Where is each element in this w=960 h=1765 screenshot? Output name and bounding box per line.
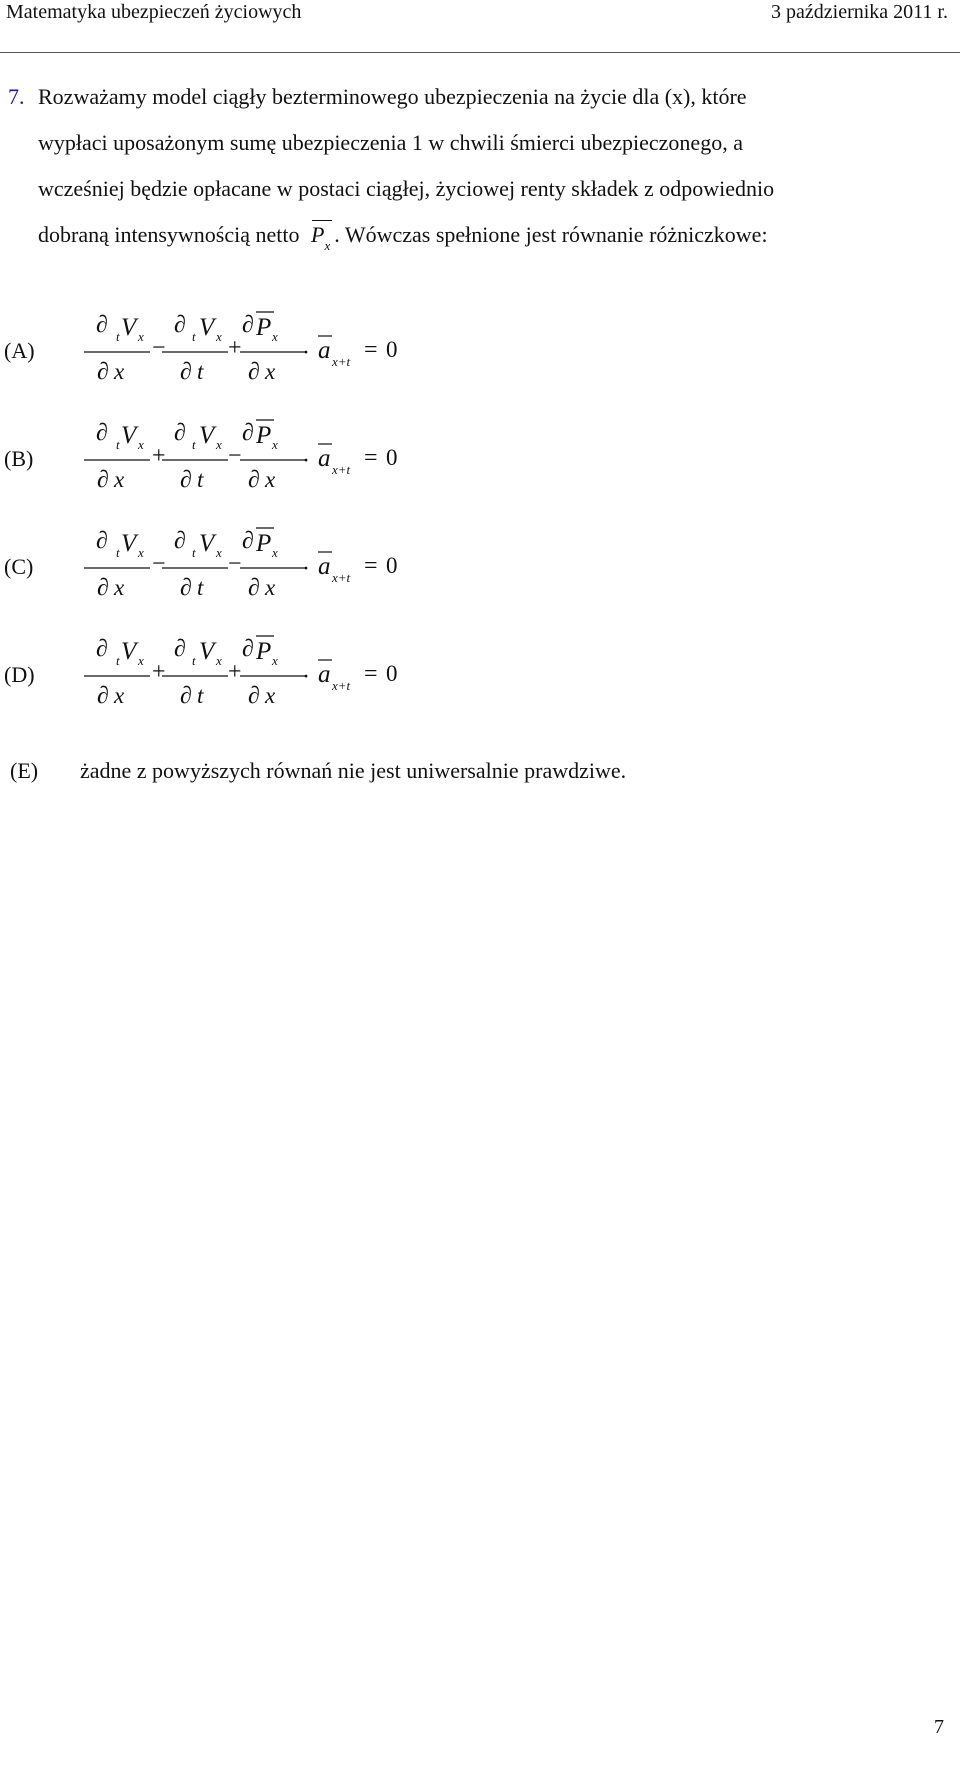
- partial-symbol: ∂: [96, 528, 108, 554]
- subscript-t: t: [116, 329, 120, 344]
- partial-symbol: ∂: [96, 636, 108, 662]
- subscript-x: x: [138, 545, 144, 560]
- option-label: (D): [4, 662, 35, 687]
- operator-2: +: [228, 335, 242, 361]
- partial-symbol: ∂: [97, 575, 109, 601]
- equals-sign: =: [364, 337, 378, 363]
- option-e-text: żadne z powyższych równań nie jest uniwersalnie prawdziwe.: [80, 758, 627, 783]
- value-symbol-V: V: [199, 422, 215, 449]
- subscript-x: x: [216, 329, 222, 344]
- zero: 0: [386, 445, 398, 470]
- question-line-4: [38, 212, 918, 261]
- subscript-t: t: [116, 437, 120, 452]
- variable-x: x: [114, 359, 125, 384]
- partial-symbol: ∂: [96, 312, 108, 338]
- partial-symbol: ∂: [97, 467, 109, 493]
- subscript-t: t: [192, 329, 196, 344]
- premium-symbol-P: P: [256, 638, 272, 665]
- partial-symbol: ∂: [174, 312, 186, 338]
- value-symbol-V: V: [121, 314, 137, 341]
- partial-symbol: ∂: [180, 683, 192, 709]
- variable-x: x: [114, 575, 125, 600]
- header-title: Matematyka ubezpieczeń życiowych: [6, 1, 302, 23]
- multiplication-dot: ·: [302, 664, 310, 690]
- header-date: 3 października 2011 r.: [771, 1, 948, 23]
- option-equation: [70, 408, 430, 504]
- premium-rate-symbol: $P_x$: [311, 222, 331, 253]
- zero: 0: [386, 553, 398, 578]
- subscript-t: t: [116, 545, 120, 560]
- partial-symbol: ∂: [97, 683, 109, 709]
- subscript-x-plus-t: x+t: [332, 678, 351, 693]
- subscript-x: x: [138, 437, 144, 452]
- operator-2: +: [228, 659, 242, 685]
- partial-symbol: ∂: [96, 420, 108, 446]
- partial-symbol: ∂: [174, 528, 186, 554]
- header-divider: [0, 52, 960, 53]
- question-line-2: wypłaci uposażonym sumę ubezpieczenia 1 w chwili śmierci ubezpieczonego, a: [38, 130, 743, 155]
- question-line-1: Rozważamy model ciągły bezterminowego ubezpieczenia na życie dla (x), które: [38, 84, 747, 109]
- partial-symbol: ∂: [242, 312, 254, 338]
- option-label: (B): [4, 446, 34, 471]
- variable-x: x: [265, 683, 276, 708]
- equals-sign: =: [364, 661, 378, 687]
- value-symbol-V: V: [121, 530, 137, 557]
- subscript-x-plus-t: x+t: [332, 570, 351, 585]
- operator-1: −: [152, 335, 166, 361]
- partial-symbol: ∂: [180, 359, 192, 385]
- partial-symbol: ∂: [174, 420, 186, 446]
- page-header: [6, 0, 952, 40]
- question-line-3: wcześniej będzie opłacane w postaci ciągłej, życiowej renty składek z odpowiednio: [38, 176, 775, 201]
- value-symbol-V: V: [199, 530, 215, 557]
- variable-x: x: [265, 575, 276, 600]
- subscript-t: t: [116, 653, 120, 668]
- partial-symbol: ∂: [242, 420, 254, 446]
- subscript-x: x: [272, 545, 278, 560]
- variable-t: t: [197, 683, 204, 708]
- partial-symbol: ∂: [248, 359, 260, 385]
- subscript-x: x: [216, 545, 222, 560]
- variable-x: x: [114, 683, 125, 708]
- question-line-4-end: . Wówczas spełnione jest równanie różniczkowe:: [334, 222, 768, 247]
- equals-sign: =: [364, 445, 378, 471]
- subscript-x: x: [138, 653, 144, 668]
- variable-t: t: [197, 575, 204, 600]
- annuity-symbol-a: a: [318, 661, 331, 688]
- zero: 0: [386, 661, 398, 686]
- operator-2: −: [228, 443, 242, 469]
- multiplication-dot: ·: [302, 448, 310, 474]
- operator-1: +: [152, 659, 166, 685]
- subscript-t: t: [192, 437, 196, 452]
- subscript-t: t: [192, 653, 196, 668]
- option-e-label: (E): [10, 758, 39, 783]
- subscript-x-plus-t: x+t: [332, 354, 351, 369]
- value-symbol-V: V: [121, 638, 137, 665]
- partial-symbol: ∂: [242, 528, 254, 554]
- page-number: 7: [934, 1716, 944, 1738]
- option-label: (A): [4, 338, 35, 363]
- zero: 0: [386, 337, 398, 362]
- value-symbol-V: V: [199, 638, 215, 665]
- question-number: 7.: [8, 84, 25, 109]
- question-line-4-start: dobraną intensywnością netto: [38, 222, 300, 247]
- subscript-x: x: [216, 437, 222, 452]
- subscript-x: x: [216, 653, 222, 668]
- partial-symbol: ∂: [180, 467, 192, 493]
- subscript-x: x: [272, 653, 278, 668]
- subscript-x-plus-t: x+t: [332, 462, 351, 477]
- operator-2: −: [228, 551, 242, 577]
- subscript-x: x: [272, 329, 278, 344]
- subscript-x: x: [138, 329, 144, 344]
- option-equation: [70, 300, 430, 396]
- subscript-x: x: [272, 437, 278, 452]
- partial-symbol: ∂: [248, 575, 260, 601]
- premium-symbol-P: P: [256, 530, 272, 557]
- variable-x: x: [114, 467, 125, 492]
- subscript-t: t: [192, 545, 196, 560]
- annuity-symbol-a: a: [318, 337, 331, 364]
- partial-symbol: ∂: [242, 636, 254, 662]
- variable-x: x: [265, 359, 276, 384]
- operator-1: +: [152, 443, 166, 469]
- partial-symbol: ∂: [248, 467, 260, 493]
- option-equation: [70, 624, 430, 720]
- partial-symbol: ∂: [248, 683, 260, 709]
- option-label: (C): [4, 554, 34, 579]
- question-text: [8, 74, 918, 261]
- equals-sign: =: [364, 553, 378, 579]
- multiplication-dot: ·: [302, 340, 310, 366]
- premium-symbol-P: P: [256, 422, 272, 449]
- partial-symbol: ∂: [180, 575, 192, 601]
- option-equation: [70, 516, 430, 612]
- variable-x: x: [265, 467, 276, 492]
- variable-t: t: [197, 467, 204, 492]
- multiplication-dot: ·: [302, 556, 310, 582]
- annuity-symbol-a: a: [318, 445, 331, 472]
- value-symbol-V: V: [121, 422, 137, 449]
- partial-symbol: ∂: [97, 359, 109, 385]
- annuity-symbol-a: a: [318, 553, 331, 580]
- variable-t: t: [197, 359, 204, 384]
- partial-symbol: ∂: [174, 636, 186, 662]
- value-symbol-V: V: [199, 314, 215, 341]
- operator-1: −: [152, 551, 166, 577]
- premium-symbol-P: P: [256, 314, 272, 341]
